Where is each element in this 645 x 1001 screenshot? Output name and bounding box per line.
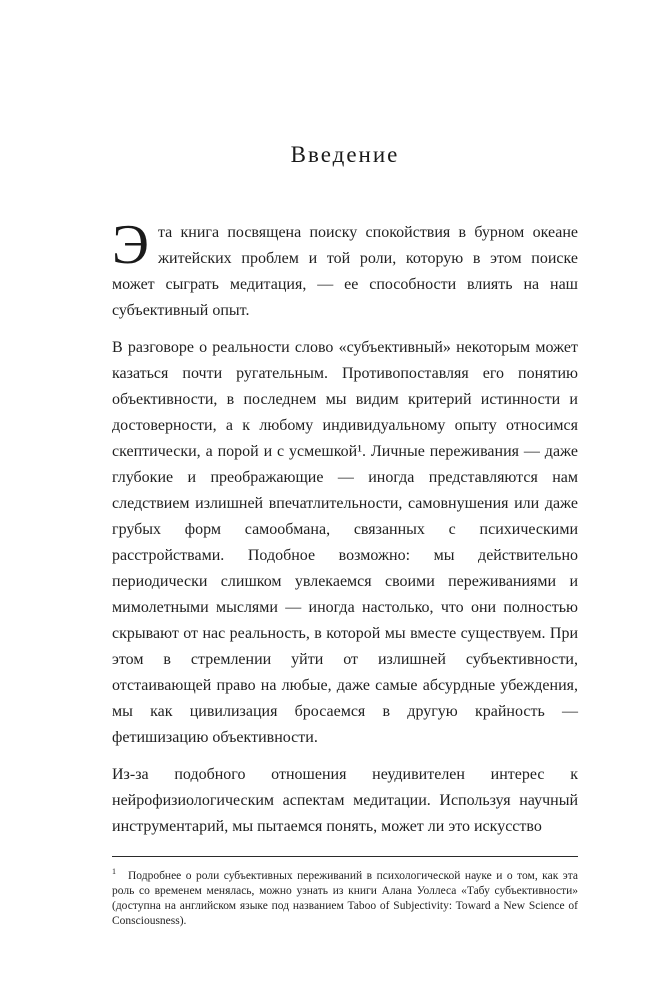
- paragraph-3: Из-за подобного отношения неудивителен интерес к нейрофизиологическим аспектам медитации. Используя научный инструментарий, мы пытаемся понять, может ли это искусство: [112, 766, 578, 835]
- paragraph-2: В разговоре о реальности слово «субъективный» некоторым может казаться почти ругательным. Противопоставляя его понятию объективности, в последнем мы видим критерий истинности и достоверности, а к любому индивидуальному опыту относимся скептически, а порой и с усмешкой¹. Личные переживания — даже глубокие и преображающие — иногда представляются нам следствием излишней впечатлительности, самовнушения или даже грубых форм самообмана, связанных с психическими расстройствами. Подобное возможно: мы действительно периодически слишком увлекаемся своими переживаниями и мимолетными мыслями — иногда настолько, что они полностью скрывают от нас реальность, в которой мы вместе существуем. При этом в стремлении уйти от излишней субъективности, отстаивающей право на любые, даже самые абсурдные убеждения, мы как цивилизация бросаемся в другую крайность — фетишизацию объективности.: [112, 339, 578, 746]
- drop-cap: Э: [112, 214, 149, 276]
- footnote-marker: 1: [112, 867, 116, 876]
- footnote: [112, 864, 578, 929]
- body-text: [112, 214, 578, 840]
- paragraph-1: [112, 214, 578, 324]
- footnote-text: Подробнее о роли субъективных переживаний в психологической науке и о том, как эта роль со временем менялась, можно узнать из книги Алана Уоллеса «Табу субъективности» (доступна на английском языке под названием Taboo of Subjectivity: Toward a New Science of Consciousness).: [112, 869, 578, 927]
- footnote-block: [112, 856, 578, 929]
- chapter-title: Введение: [290, 142, 400, 167]
- paragraph-1-text: та книга посвящена поиску спокойствия в бурном океане житейских проблем и той роли, которую в этом поиске может сыграть медитация, — ее способности влиять на наш субъективный опыт.: [112, 224, 578, 319]
